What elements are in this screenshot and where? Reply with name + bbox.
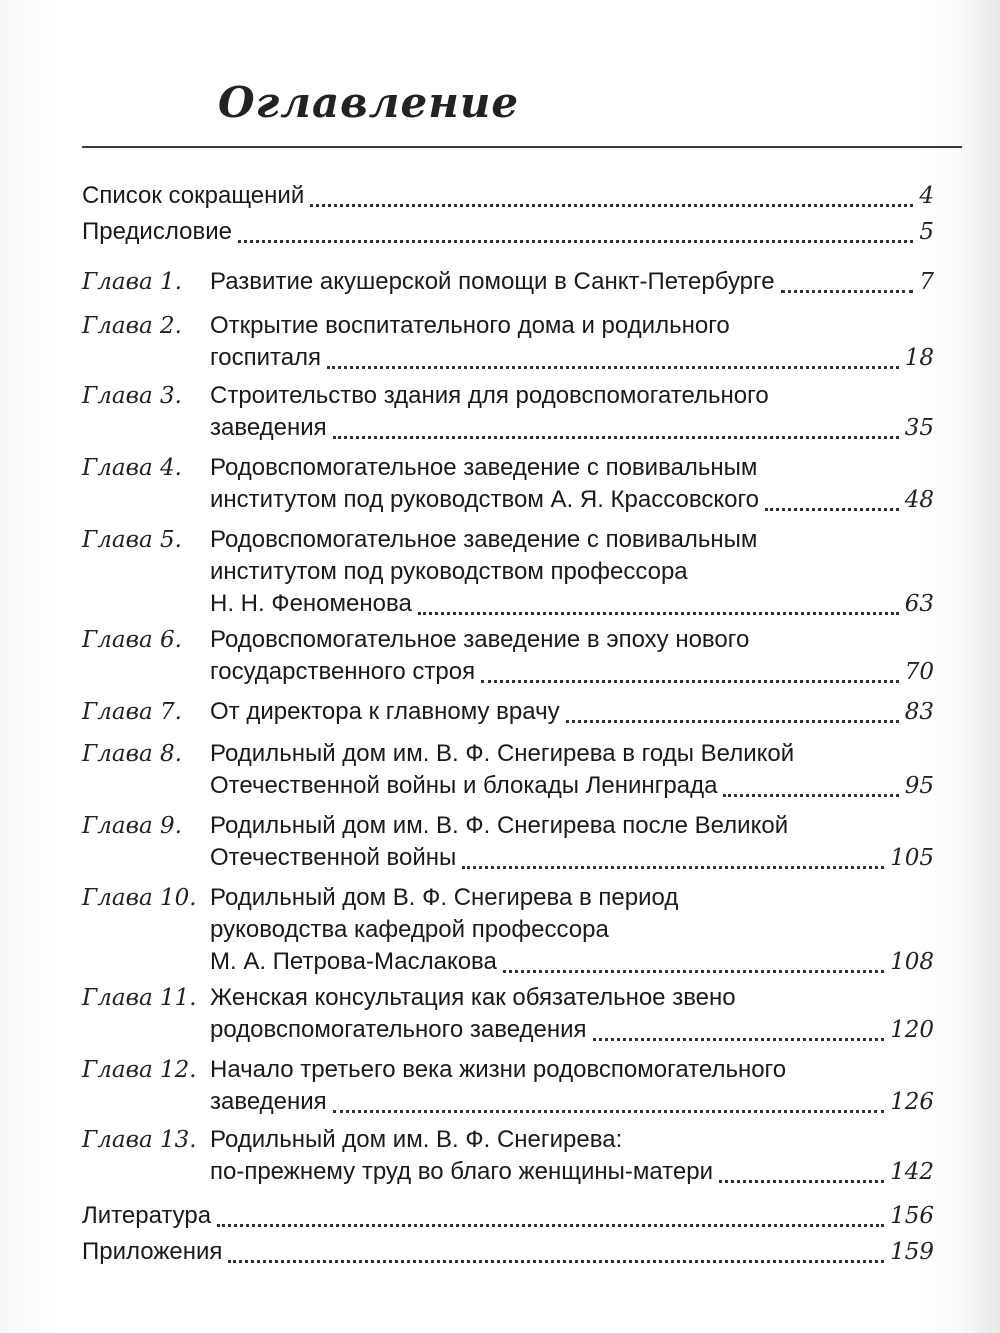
entry-title-line: заведения bbox=[210, 414, 327, 441]
page-number: 120 bbox=[890, 1017, 934, 1043]
entry-title-line: Родовспомогательное заведение с повивальным bbox=[210, 526, 758, 553]
dot-leader bbox=[723, 794, 898, 797]
entry-title-line: От директора к главному врачу bbox=[210, 698, 560, 725]
dot-leader bbox=[217, 1224, 884, 1227]
entry-title-line: Открытие воспитательного дома и родильного bbox=[210, 312, 730, 339]
page-number: 7 bbox=[919, 269, 934, 295]
page-number: 105 bbox=[890, 845, 934, 871]
page-number: 70 bbox=[904, 659, 934, 685]
dot-leader bbox=[333, 436, 899, 439]
chapter-label: Глава 13. bbox=[82, 1127, 197, 1153]
dot-leader bbox=[566, 720, 899, 723]
chapter-label: Глава 8. bbox=[82, 741, 182, 767]
chapter-label: Глава 11. bbox=[82, 985, 197, 1011]
entry-title-line: Родовспомогательное заведение с повивальным bbox=[210, 454, 758, 481]
dot-leader bbox=[719, 1180, 884, 1183]
entry-title-line: госпиталя bbox=[210, 344, 322, 371]
chapter-label: Глава 3. bbox=[82, 383, 182, 409]
dot-leader bbox=[228, 1260, 884, 1263]
chapter-label: Глава 6. bbox=[82, 627, 182, 653]
chapter-label: Глава 2. bbox=[82, 313, 182, 339]
entry-title-line: Родильный дом им. В. Ф. Снегирева после Великой bbox=[210, 812, 789, 839]
dot-leader bbox=[503, 970, 884, 973]
dot-leader bbox=[462, 866, 884, 869]
entry-title-line: Приложения bbox=[82, 1238, 223, 1265]
entry-title-line: Родильный дом им. В. Ф. Снегирева: bbox=[210, 1126, 623, 1153]
dot-leader bbox=[327, 366, 899, 369]
dot-leader bbox=[310, 204, 913, 207]
page-number: 4 bbox=[919, 183, 934, 209]
page-number: 159 bbox=[890, 1239, 934, 1265]
dot-leader bbox=[238, 240, 913, 243]
page-number: 35 bbox=[904, 415, 934, 441]
page-number: 142 bbox=[890, 1159, 934, 1185]
page-number: 108 bbox=[890, 949, 934, 975]
entry-title-line: Литература bbox=[82, 1202, 212, 1229]
entry-title-line: Отечественной войны и блокады Ленинграда bbox=[210, 772, 718, 799]
page-edge-shadow bbox=[960, 0, 1000, 1333]
entry-title-line: Н. Н. Феноменова bbox=[210, 590, 412, 617]
chapter-label: Глава 10. bbox=[82, 885, 197, 911]
entry-title-line: родовспомогательного заведения bbox=[210, 1016, 587, 1043]
entry-title-line: Предисловие bbox=[82, 218, 232, 245]
entry-title-line: заведения bbox=[210, 1088, 327, 1115]
dot-leader bbox=[481, 680, 899, 683]
entry-title-line: Строительство здания для родовспомогательного bbox=[210, 382, 769, 409]
page-number: 126 bbox=[890, 1089, 934, 1115]
entry-title-line: по-прежнему труд во благо женщины-матери bbox=[210, 1158, 714, 1185]
chapter-label: Глава 1. bbox=[82, 269, 182, 295]
entry-title-line: М. А. Петрова-Маслакова bbox=[210, 948, 497, 975]
entry-title-line: Отечественной войны bbox=[210, 844, 457, 871]
entry-title-line: Родовспомогательное заведение в эпоху нового bbox=[210, 626, 750, 653]
dot-leader bbox=[333, 1110, 884, 1113]
dot-leader bbox=[418, 612, 899, 615]
dot-leader bbox=[593, 1038, 885, 1041]
entry-title-line: государственного строя bbox=[210, 658, 476, 685]
dot-leader bbox=[781, 290, 914, 293]
entry-title-line: Женская консультация как обязательное звено bbox=[210, 984, 736, 1011]
chapter-label: Глава 9. bbox=[82, 813, 182, 839]
page-number: 95 bbox=[904, 773, 934, 799]
page-number: 48 bbox=[904, 487, 934, 513]
title-rule bbox=[82, 146, 962, 148]
page-title: Оглавление bbox=[218, 78, 520, 127]
entry-title-line: Список сокращений bbox=[82, 182, 305, 209]
entry-title-line: руководства кафедрой профессора bbox=[210, 916, 609, 943]
chapter-label: Глава 4. bbox=[82, 455, 182, 481]
entry-title-line: институтом под руководством А. Я. Крассовского bbox=[210, 486, 760, 513]
entry-title-line: Развитие акушерской помощи в Санкт-Петербурге bbox=[210, 268, 775, 295]
page-number: 18 bbox=[904, 345, 934, 371]
chapter-label: Глава 7. bbox=[82, 699, 182, 725]
entry-title-line: институтом под руководством профессора bbox=[210, 558, 688, 585]
page-number: 63 bbox=[904, 591, 934, 617]
chapter-label: Глава 12. bbox=[82, 1057, 197, 1083]
entry-title-line: Родильный дом им. В. Ф. Снегирева в годы Великой bbox=[210, 740, 795, 767]
entry-title-line: Родильный дом В. Ф. Снегирева в период bbox=[210, 884, 679, 911]
page-number: 5 bbox=[919, 219, 934, 245]
chapter-label: Глава 5. bbox=[82, 527, 182, 553]
entry-title-line: Начало третьего века жизни родовспомогательного bbox=[210, 1056, 787, 1083]
page-number: 156 bbox=[890, 1203, 934, 1229]
dot-leader bbox=[765, 508, 899, 511]
page-number: 83 bbox=[904, 699, 934, 725]
